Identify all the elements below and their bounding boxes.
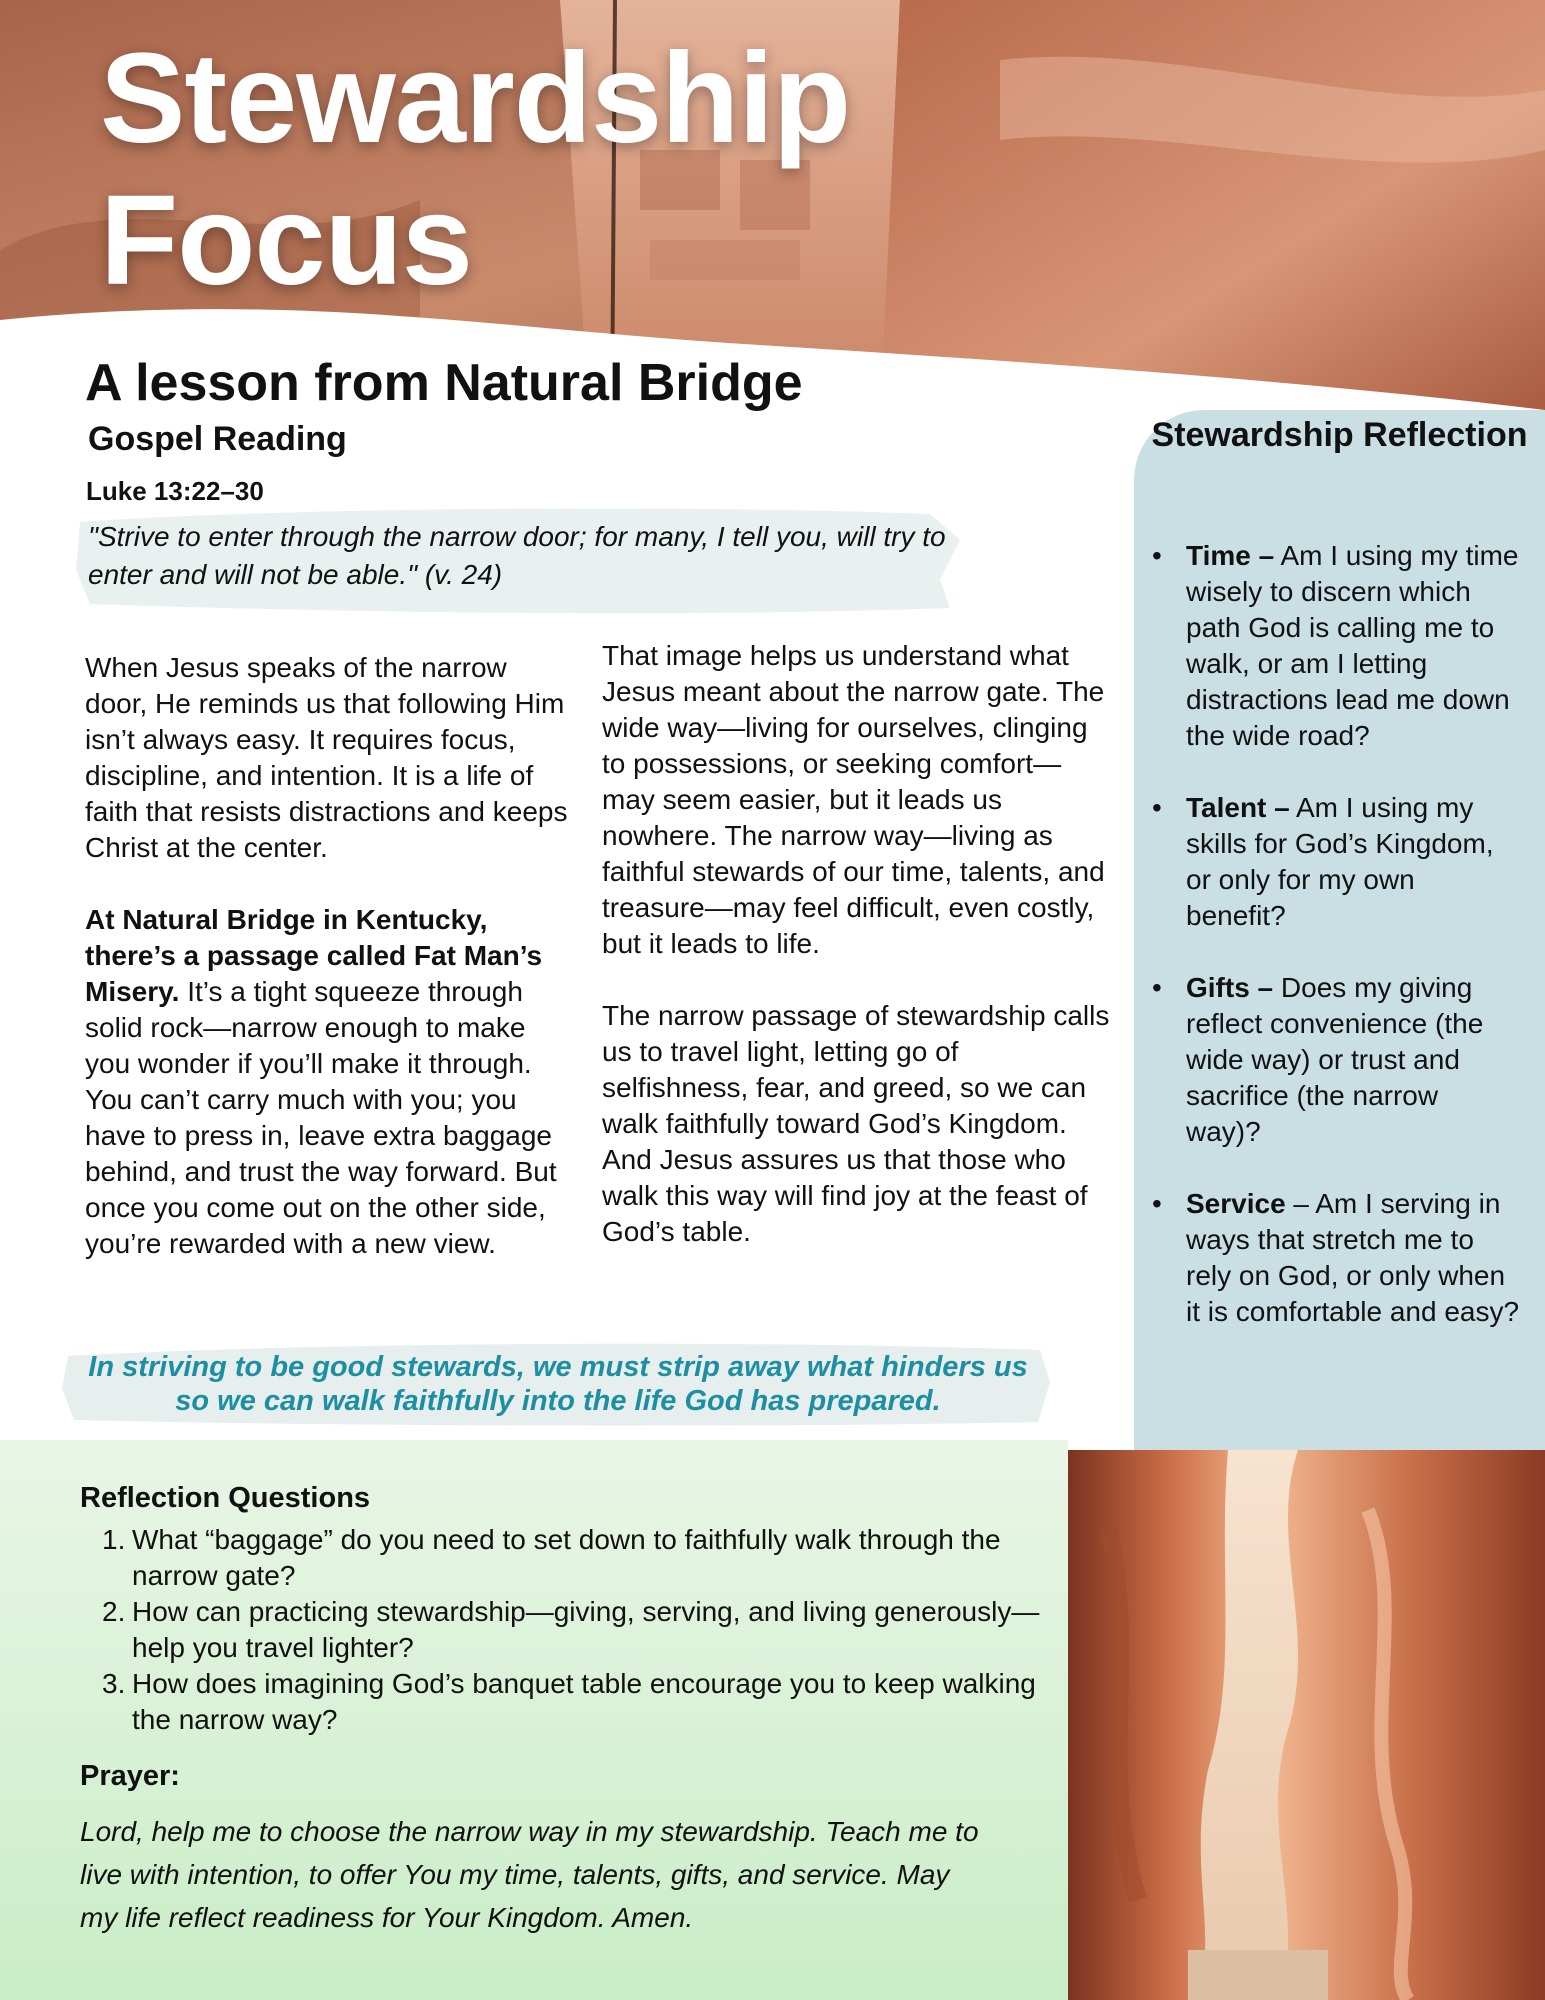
reflection-bullet-list (1150, 538, 1520, 1366)
list-item (102, 1666, 1042, 1738)
page-title (100, 28, 850, 312)
paragraph: The narrow passage of stewardship calls us to travel light, letting go of selfishness, fear, and greed, so we can walk faithfully toward God’s Kingdom. And Jesus assures us that those who walk this way will find joy at the feast of God’s table. (602, 1000, 1110, 1247)
item-term: Service (1186, 1188, 1286, 1219)
prayer-text: Lord, help me to choose the narrow way in my stewardship. Teach me to live with intention, to offer You my time, talents, gifts, and service. May my life reflect readiness for Your Kingdom. Amen. (80, 1816, 979, 1933)
item-term: Time – (1186, 540, 1275, 571)
left-column (85, 650, 575, 1298)
paragraph-text: It’s a tight squeeze through solid rock—narrow enough to make you wonder if you’ll make it through. You can’t carry much with you; you have to press in, leave extra baggage behind, and trust the way forward. But once you come out on the other side, you’re rewarded with a new view. (85, 976, 557, 1259)
item-text: What “baggage” do you need to set down to faithfully walk through the narrow gate? (132, 1524, 1001, 1591)
item-text: How can practicing stewardship—giving, serving, and living generously—help you travel lighter? (132, 1596, 1040, 1663)
title-line-1: Stewardship (100, 27, 851, 170)
list-item (102, 1522, 1042, 1594)
list-item (1150, 790, 1520, 934)
prayer-heading: Prayer: (80, 1760, 180, 1792)
sidebar-title: Stewardship Reflection (1151, 416, 1528, 454)
paragraph: When Jesus speaks of the narrow door, He reminds us that following Him isn’t always easy. It requires focus, discipline, and intention. It is a life of faith that resists distractions and keeps Christ at the center. (85, 652, 568, 863)
item-number: 2. (102, 1596, 126, 1627)
title-line-2: Focus (100, 169, 472, 312)
scripture-quote: "Strive to enter through the narrow door; for many, I tell you, will try to enter and will not be able." (v. 24) (88, 521, 946, 590)
list-item (1150, 970, 1520, 1150)
item-text: How does imagining God’s banquet table encourage you to keep walking the narrow way? (132, 1668, 1036, 1735)
list-item (1150, 1186, 1520, 1330)
scripture-reference: Luke 13:22–30 (86, 476, 264, 506)
reflection-questions-list (102, 1522, 1042, 1738)
slot-canyon-image (1068, 1450, 1545, 2000)
slot-canyon-photo (1068, 1450, 1545, 2000)
item-text: Am I using my time wisely to discern which path God is calling me to walk, or am I letting distractions lead me down the wide road? (1186, 540, 1519, 751)
bold-lead-in: At Natural Bridge in Kentucky, there’s a passage called Fat Man’s Misery. (85, 904, 543, 1007)
paragraph: That image helps us understand what Jesus meant about the narrow gate. The wide way—living for ourselves, clinging to possessions, or seeking comfort—may seem easier, but it leads us nowhere. The narrow way—living as faithful stewards of our time, talents, and treasure—may feel difficult, even costly, but it leads to life. (602, 640, 1105, 959)
item-text: – Am I serving in ways that stretch me to rely on God, or only when it is comfortable and easy? (1186, 1188, 1520, 1327)
callout-statement: In striving to be good stewards, we must strip away what hinders us so we can walk faithfully into the life God has prepared. (88, 1351, 1028, 1417)
item-number: 1. (102, 1524, 126, 1555)
gospel-reading-heading: Gospel Reading (88, 420, 347, 458)
item-number: 3. (102, 1668, 126, 1699)
list-item (102, 1594, 1042, 1666)
item-term: Talent – (1186, 792, 1290, 823)
item-text: Am I using my skills for God’s Kingdom, or only for my own benefit? (1186, 792, 1494, 931)
lesson-heading: A lesson from Natural Bridge (85, 354, 803, 412)
item-term: Gifts – (1186, 972, 1274, 1003)
paragraph (85, 902, 575, 1262)
list-item (1150, 538, 1520, 754)
item-text: Does my giving reflect convenience (the wide way) or trust and sacrifice (the narrow way)? (1186, 972, 1484, 1147)
reflection-questions-heading: Reflection Questions (80, 1482, 371, 1514)
right-column (602, 638, 1112, 1286)
